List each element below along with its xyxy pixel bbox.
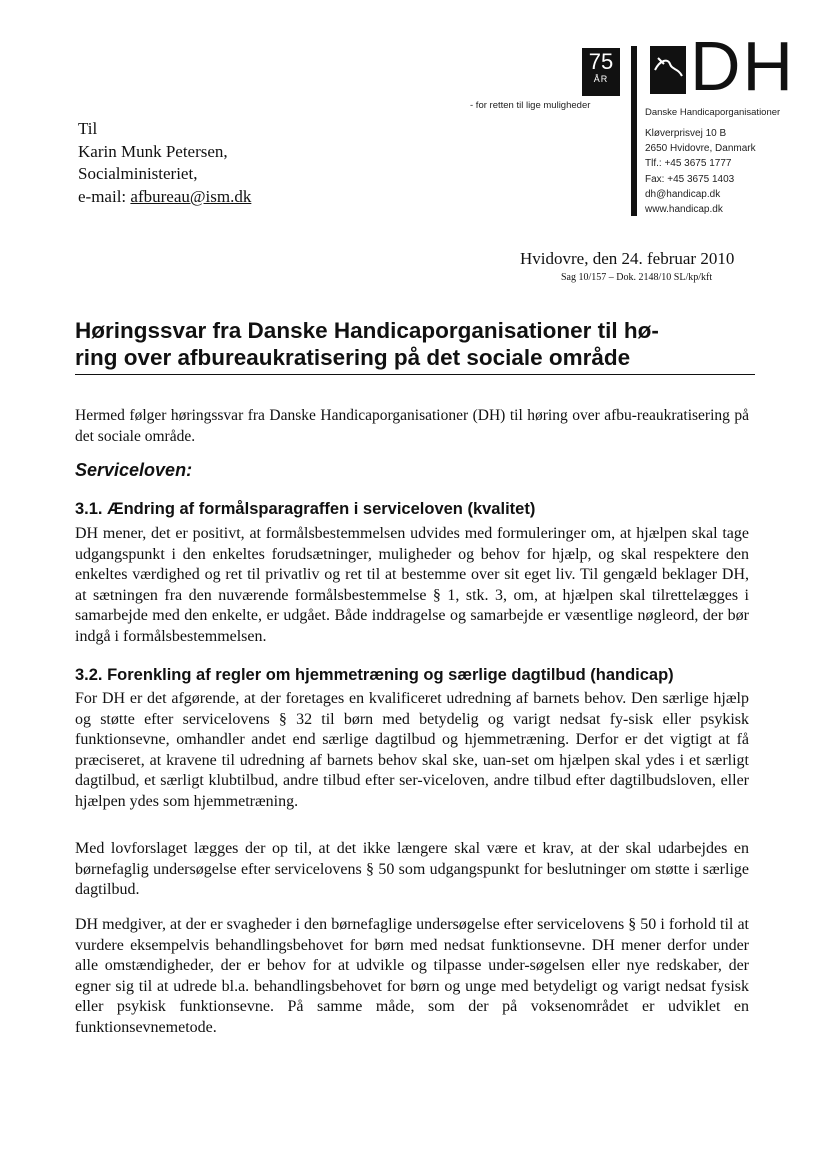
recipient-ministry: Socialministeriet, <box>78 164 198 183</box>
paragraph-3-2-3: DH medgiver, at der er svagheder i den børnefaglige undersøgelse efter servicelovens § 50 i forhold til at vurdere eksempelvis behandlingsbehovet for børn med nedsat funktionsevne. DH mener derfor under alle omstændigheder, der er behov for at udvikle og tilpasse under-søgelsen eller nye redskaber, der egner sig til at udrede bl.a. behandlingsbehovet for børn og unge med betydeligt og varigt nedsat fysisk eller psykisk funktionsevne. På samme måde, som der på voksenområdet er udviklet en funktionsevnemetode. <box>75 916 749 1036</box>
organization-name: Danske Handicaporganisationer <box>645 107 781 118</box>
title-line-2: ring over afbureaukratisering på det sociale område <box>75 345 631 370</box>
address-web[interactable]: www.handicap.dk <box>645 204 723 216</box>
case-reference: Sag 10/157 – Dok. 2148/10 SL/kp/kft <box>561 272 713 283</box>
address-email[interactable]: dh@handicap.dk <box>645 188 721 200</box>
dh-brand-text: DH <box>690 27 796 105</box>
recipient-email-line <box>78 186 251 209</box>
anniversary-word: ÅR <box>593 74 609 84</box>
address-street: Kløverprisvej 10 B <box>645 128 727 139</box>
title-line-1: Høringssvar fra Danske Handicaporganisationer til hø- <box>75 318 659 343</box>
paragraph-3-2-2: Med lovforslaget lægges der op til, at det ikke længere skal være et krav, at der skal udarbejdes en børnefaglig undersøgelse efter servicelovens § 50 som udgangspunkt for beslutninger om støtte i særlige dagtilbud. <box>75 840 749 898</box>
date-line: Hvidovre, den 24. februar 2010 <box>520 249 735 268</box>
anniversary-logo <box>582 48 620 96</box>
recipient-name: Karin Munk Petersen, <box>78 141 228 161</box>
recipient-email-prefix: e-mail: <box>78 186 131 206</box>
intro-paragraph: Hermed følger høringssvar fra Danske Handicaporganisationer (DH) til høring over afbu-reaukratisering på det sociale område. <box>75 407 749 445</box>
paragraph-3-1: DH mener, det er positivt, at formålsbestemmelsen udvides med formuleringer om, at hjælpen skal tage udgangspunkt i den enkeltes forudsætninger, muligheder og behov for hjælp, og skal respektere den enkeltes værdighed og ret til privatliv og ret til at bestemme over sit eget liv. Til gengæld beklager DH, at sætningen fra den nuværende formålsbestemmelse § 1, stk. 3, om, at hjælpen skal tilrettelægges i samarbejde med den enkelte, er udgået. Både inddragelse og samarbejde er væsentlige nøgleord, der bør indgå i formålsbestemmelsen. <box>75 525 749 645</box>
paragraph-3-2-1: For DH er det afgørende, at der foretages en kvalificeret udredning af barnets behov. Den særlige hjælp og støtte efter servicelovens § 32 til børn med betydelig og varigt nedsat fy-sisk eller psykisk funktionsevne, omhandler andet end særlige dagtilbud og hjemmetræning. Derfor er det vigtigt at få præciseret, at kravene til udredning af barnets behov skal ske, uan-set om hjælpen skal ydes i et særligt dagtilbud, et særligt klubtilbud, andre tilbud efter ser-viceloven, andre tilbud efter dagtilbudsloven, eller hjælpen ydes som hjemmetræning. <box>75 690 749 810</box>
dh-logo-icon <box>650 46 686 94</box>
section-heading: Serviceloven: <box>75 460 193 480</box>
address-phone: Tlf.: +45 3675 1777 <box>645 158 732 170</box>
subsection-heading-3-1: 3.1. Ændring af formålsparagraffen i serviceloven (kvalitet) <box>75 500 536 518</box>
recipient-to: Til <box>78 119 98 138</box>
logo-divider <box>631 46 637 216</box>
organization-tagline: - for retten til lige muligheder <box>470 100 591 111</box>
recipient-block <box>78 118 251 208</box>
organization-address <box>645 126 756 217</box>
document-title <box>75 317 755 375</box>
address-city: 2650 Hvidovre, Danmark <box>645 143 756 155</box>
subsection-heading-3-2: 3.2. Forenkling af regler om hjemmetræning og særlige dagtilbud (handicap) <box>75 666 674 684</box>
recipient-email-link[interactable]: afbureau@ism.dk <box>130 186 252 206</box>
anniversary-number: 75 <box>588 49 614 74</box>
address-fax: Fax: +45 3675 1403 <box>645 173 735 185</box>
